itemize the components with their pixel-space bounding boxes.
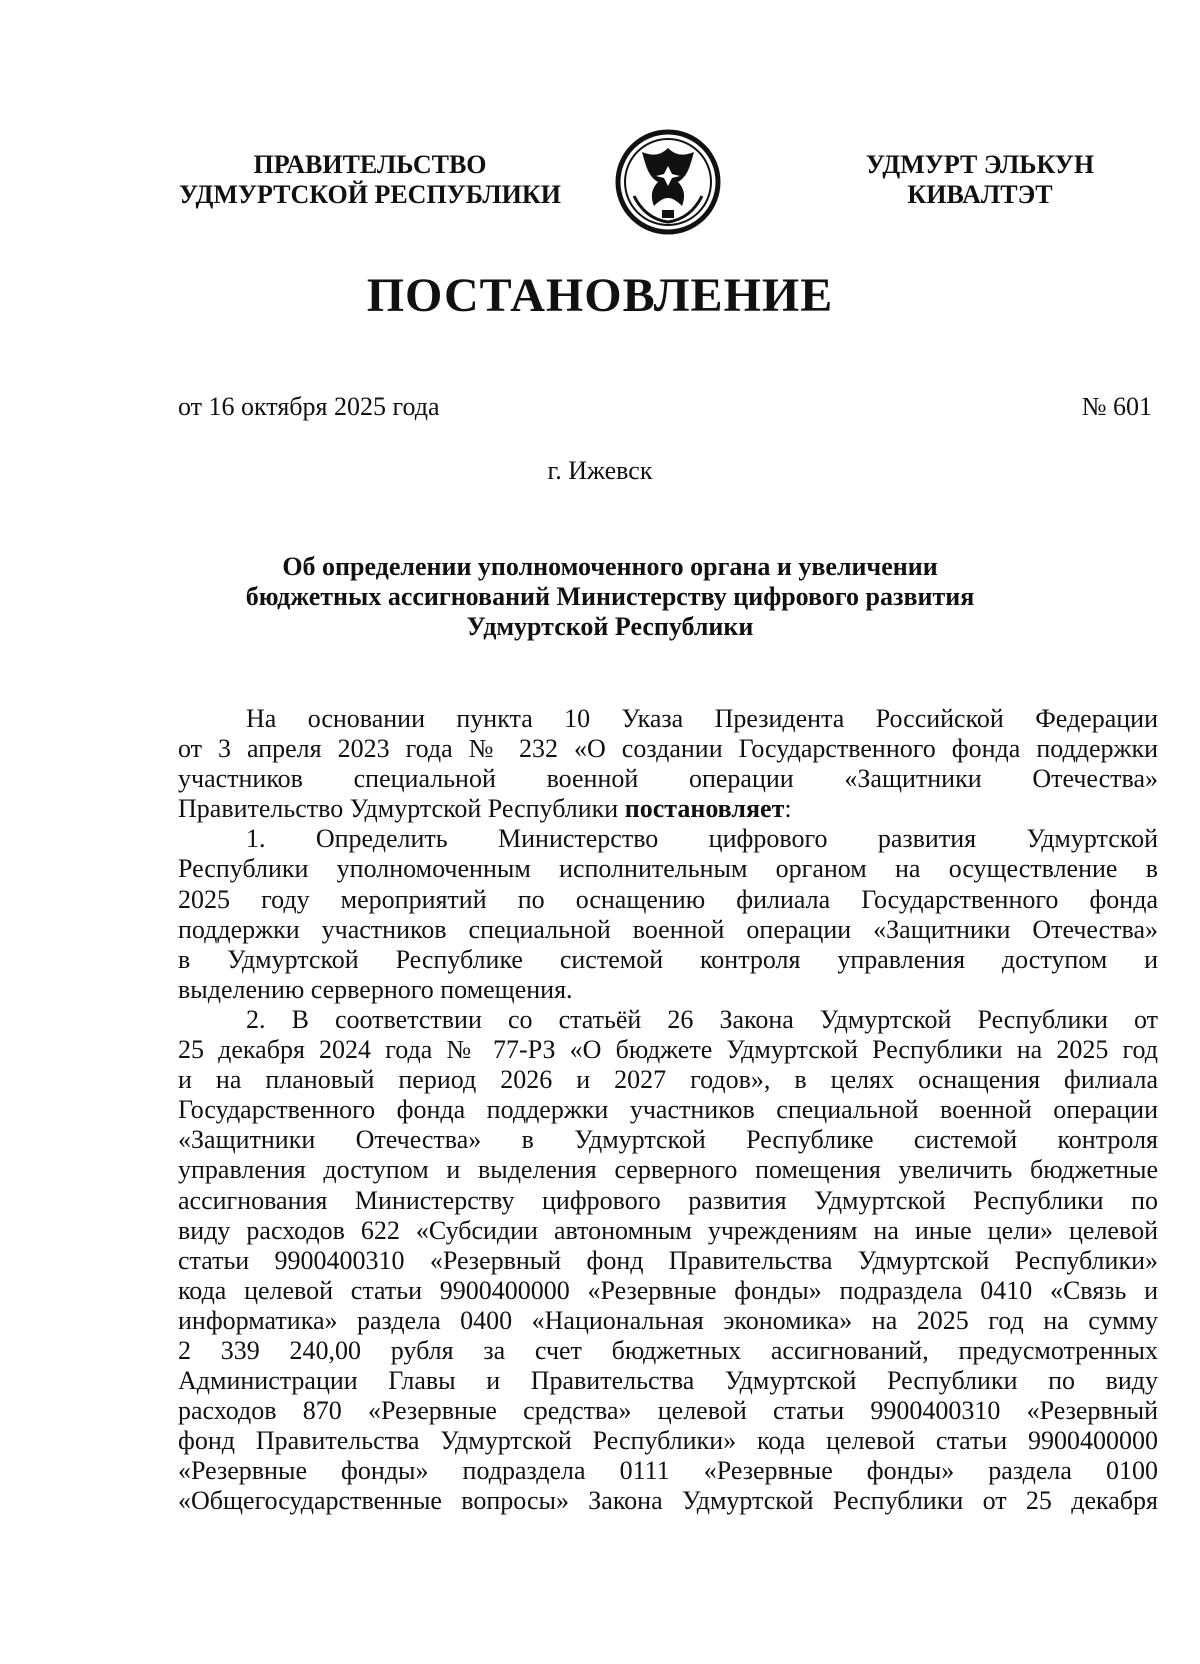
header-right-line2: КИВАЛТЭТ	[907, 180, 1053, 209]
body-line: выделению серверного помещения.	[178, 974, 573, 1004]
document-title	[150, 552, 1070, 642]
document-type-heading: ПОСТАНОВЛЕНИЕ	[366, 269, 834, 322]
document-number: № 601	[1081, 392, 1152, 421]
body-line: фонд Правительства Удмуртской Республики» кода целевой статьи 9900400000	[178, 1426, 1158, 1456]
body-line-text: Правительство Удмуртской Республики	[178, 794, 625, 824]
decree-word: постановляет	[624, 794, 785, 824]
body-line: Администрации Главы и Правительства Удмуртской Республики по виду	[178, 1366, 1158, 1396]
header-left-line1: ПРАВИТЕЛЬСТВО	[253, 150, 487, 179]
body-line: расходов 870 «Резервные средства» целевой статьи 9900400310 «Резервный	[178, 1396, 1158, 1426]
coat-of-arms-emblem-icon	[614, 126, 722, 238]
body-line: «Резервные фонды» подраздела 0111 «Резервные фонды» раздела 0100	[178, 1456, 1158, 1486]
decree-colon: :	[784, 794, 792, 824]
body-line: кода целевой статьи 9900400000 «Резервные фонды» подраздела 0410 «Связь и	[178, 1275, 1158, 1305]
body-line: 2 339 240,00 рубля за счет бюджетных ассигнований, предусмотренных	[178, 1335, 1158, 1365]
body-line: информатика» раздела 0400 «Национальная экономика» на 2025 год на сумму	[178, 1305, 1158, 1335]
body-line: управления доступом и выделения серверного помещения увеличить бюджетные	[178, 1155, 1158, 1185]
body-line: 2025 году мероприятий по оснащению филиала Государственного фонда	[178, 884, 1158, 914]
body-line: Республики уполномоченным исполнительным органом на осуществление в	[178, 854, 1158, 884]
header-right-line1: УДМУРТ ЭЛЬКУН	[865, 150, 1095, 179]
document-body	[178, 704, 1158, 1517]
body-line: и на плановый период 2026 и 2027 годов», в целях оснащения филиала	[178, 1065, 1158, 1095]
body-line: На основании пункта 10 Указа Президента Российской Федерации	[246, 704, 1158, 733]
body-line: Государственного фонда поддержки участников специальной военной операции	[178, 1095, 1158, 1125]
document-date: от 16 октября 2025 года	[178, 392, 440, 421]
body-line: статьи 9900400310 «Резервный фонд Правительства Удмуртской Республики»	[178, 1245, 1158, 1275]
body-line: 2. В соответствии со статьёй 26 Закона Удмуртской Республики от	[246, 1004, 1158, 1034]
body-line: в Удмуртской Республике системой контроля управления доступом и	[178, 944, 1158, 974]
title-line: Об определении уполномоченного органа и увеличении	[282, 552, 938, 581]
body-line: поддержки участников специальной военной операции «Защитники Отечества»	[178, 914, 1158, 944]
title-line: бюджетных ассигнований Министерству цифрового развития	[245, 582, 975, 611]
body-line: от 3 апреля 2023 года № 232 «О создании Государственного фонда поддержки	[178, 734, 1158, 764]
body-line-decree	[178, 794, 1158, 824]
body-line: участников специальной военной операции «Защитники Отечества»	[178, 764, 1158, 794]
header-left-line2: УДМУРТСКОЙ РЕСПУБЛИКИ	[179, 180, 561, 209]
body-line: «Общегосударственные вопросы» Закона Удмуртской Республики от 25 декабря	[178, 1486, 1158, 1516]
title-line: Удмуртской Республики	[466, 612, 754, 641]
body-line: ассигнования Министерству цифрового развития Удмуртской Республики по	[178, 1185, 1158, 1215]
body-line: виду расходов 622 «Субсидии автономным учреждениям на иные цели» целевой	[178, 1215, 1158, 1245]
body-line: 1. Определить Министерство цифрового развития Удмуртской	[246, 824, 1158, 854]
header-right-udmurt	[760, 150, 1200, 210]
body-line: 25 декабря 2024 года № 77-РЗ «О бюджете Удмуртской Республики на 2025 год	[178, 1035, 1158, 1065]
body-line: «Защитники Отечества» в Удмуртской Республике системой контроля	[178, 1125, 1158, 1155]
document-city: г. Ижевск	[547, 456, 653, 485]
header-left-russian	[150, 150, 590, 210]
